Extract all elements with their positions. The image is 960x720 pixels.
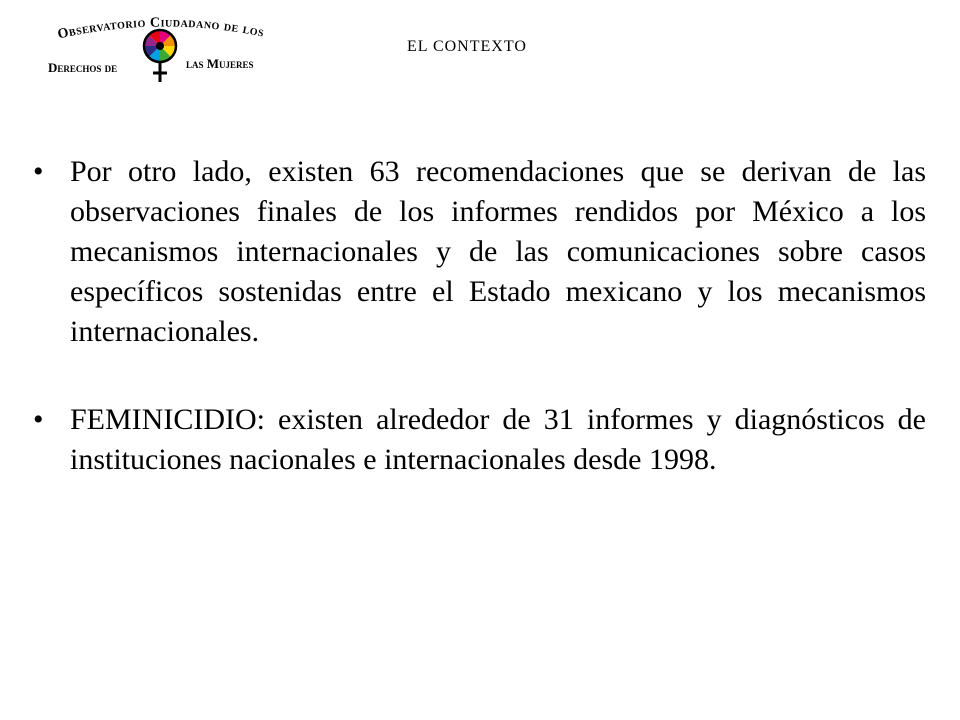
logo-text-bottom-right: las Mujeres bbox=[186, 56, 254, 71]
bullet-list bbox=[30, 152, 926, 480]
bullet-text: FEMINICIDIO: existen alrededor de 31 informes y diagnósticos de instituciones nacionales e internacionales desde 1998. bbox=[70, 403, 926, 476]
bullet-icon: • bbox=[33, 403, 44, 436]
slide-title: EL CONTEXTO bbox=[407, 38, 527, 55]
bullet-icon: • bbox=[33, 155, 44, 188]
observatorio-logo bbox=[36, 10, 286, 88]
bullet-text: Por otro lado, existen 63 recomendaciones que se derivan de las observaciones finales de los informes rendidos por México a los mecanismos internacionales y de las comunicaciones sobre casos específicos sostenidas entre el Estado mexicano y los mecanismos internacionales. bbox=[70, 155, 926, 348]
bullet-item bbox=[30, 400, 926, 480]
logo-text-top: Observatorio Ciudadano de los bbox=[56, 15, 266, 43]
bullet-item bbox=[30, 152, 926, 352]
logo-graphic bbox=[36, 10, 286, 88]
venus-wheel-icon bbox=[144, 30, 176, 82]
logo-text-bottom-left: Derechos de bbox=[48, 60, 118, 75]
